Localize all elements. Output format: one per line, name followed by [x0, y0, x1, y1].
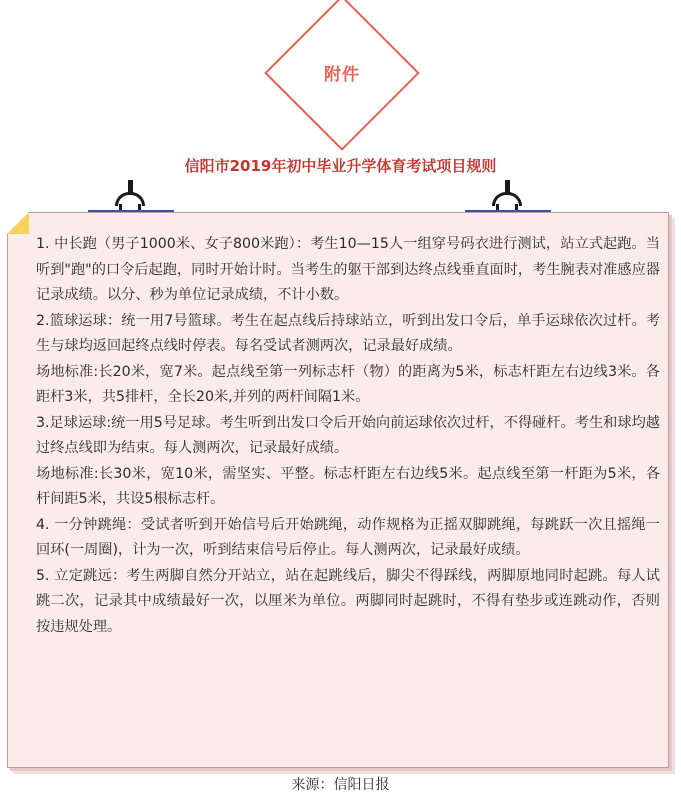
folded-corner-cutout — [7, 212, 29, 234]
rules-content — [36, 232, 660, 640]
rule-paragraph: 场地标准:长20米，宽7米。起点线至第一列标志杆（物）的距离为5米，标志杆距左右边线3米。各距杆3米，共5排杆，全长20米,并列的两杆间隔1米。 — [36, 363, 660, 405]
rule-paragraph: 5. 立定跳远：考生两脚自然分开站立，站在起跳线后，脚尖不得踩线，两脚原地同时起跳。每人试跳二次，记录其中成绩最好一次，以厘米为单位。两脚同时起跳时，不得有垫步或连跳动作，否则按违规处理。 — [36, 567, 660, 635]
rule-paragraph: 3.足球运球:统一用5号足球。考生听到出发口令后开始向前运球依次过杆，不得碰杆。考生和球均越过终点线即为结束。每人测两次，记录最好成绩。 — [36, 414, 660, 456]
rule-paragraph: 1. 中长跑（男子1000米、女子800米跑）：考生10—15人一组穿号码衣进行测试，站立式起跑。当听到"跑"的口令后起跑，同时开始计时。当考生的躯干部到达终点线垂直面时，考生腕表对准感应器记录成绩。以分、秒为单位记录成绩，不计小数。 — [36, 236, 660, 303]
rule-paragraph: 场地标准:长30米，宽10米，需坚实、平整。标志杆距左右边线5米。起点线至第一杆距为5米，各杆间距5米，共设5根标志杆。 — [36, 465, 660, 507]
rule-paragraph: 2.篮球运球：统一用7号篮球。考生在起点线后持球站立，听到出发口令后，单手运球依次过杆。考生与球均返回起终点线时停表。每名受试者测两次，记录最好成绩。 — [36, 312, 660, 354]
badge-label: 附件 — [324, 65, 360, 85]
source-caption: 来源：信阳日报 — [291, 777, 390, 793]
page-title: 信阳市2019年初中毕业升学体育考试项目规则 — [184, 157, 497, 175]
rule-paragraph: 4. 一分钟跳绳：受试者听到开始信号后开始跳绳，动作规格为正摇双脚跳绳，每跳跃一次且摇绳一回环(一周圈)，计为一次，听到结束信号后停止。每人测两次，记录最好成绩。 — [36, 516, 660, 558]
